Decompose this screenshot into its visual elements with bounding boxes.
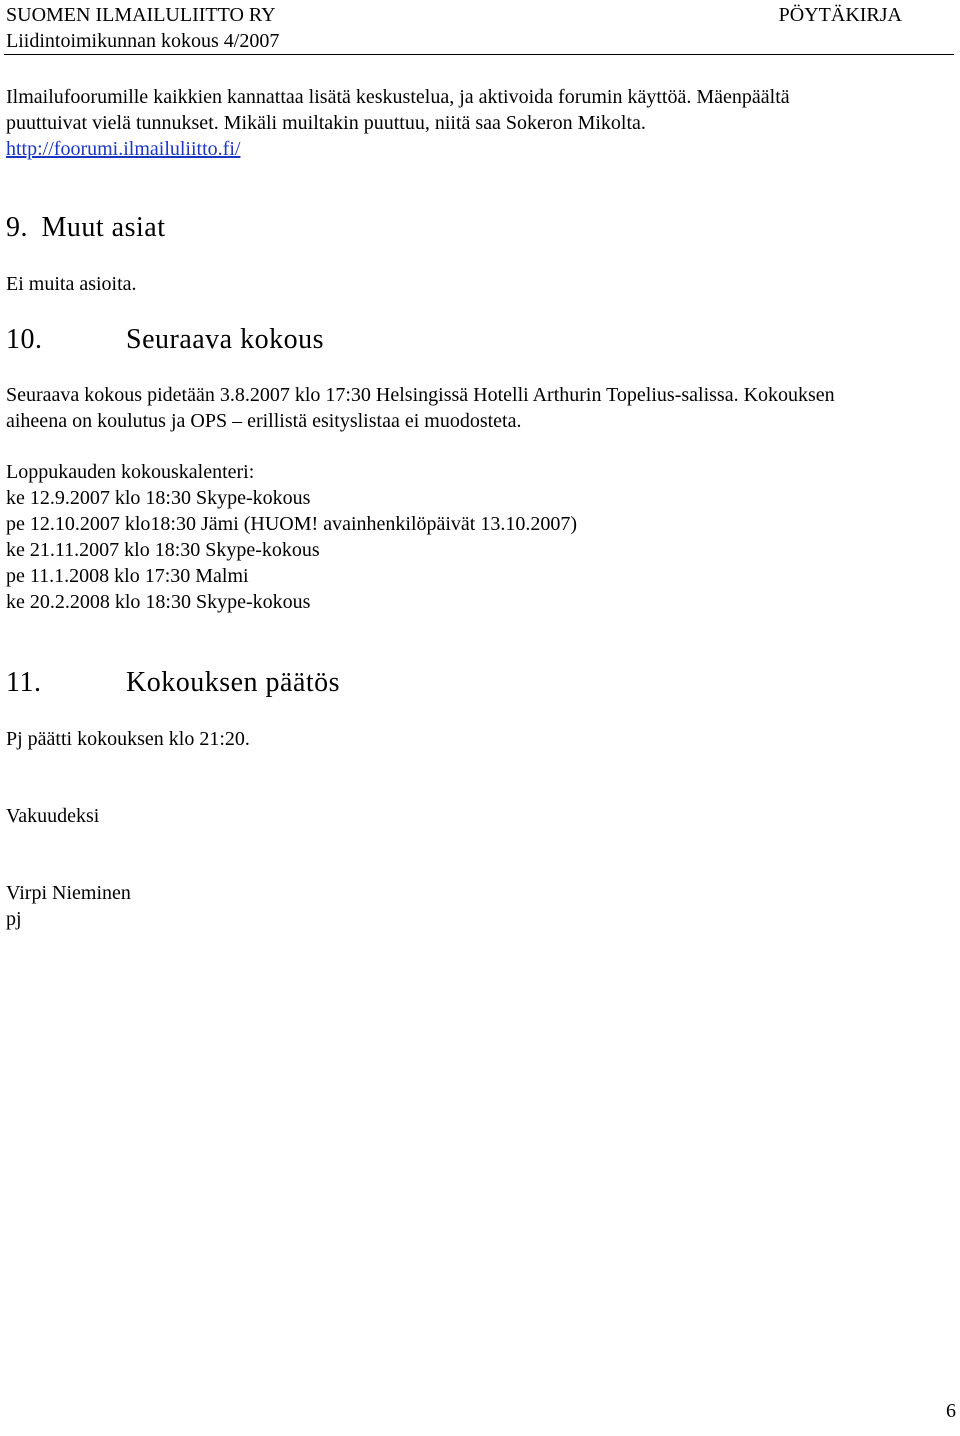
forum-link[interactable]: http://foorumi.ilmailuliitto.fi/	[6, 138, 241, 160]
attestation: Vakuudeksi	[6, 805, 100, 827]
section-11-number: 11.	[6, 667, 42, 698]
section-9-heading	[6, 211, 166, 245]
calendar-item: ke 12.9.2007 klo 18:30 Skype-kokous	[6, 487, 311, 509]
section-9-text: Ei muita asioita.	[6, 273, 137, 295]
header-divider	[4, 54, 954, 55]
section-9-title: Muut asiat	[41, 212, 166, 243]
section-11-text: Pj päätti kokouksen klo 21:20.	[6, 728, 250, 750]
signer-role: pj	[6, 908, 22, 930]
meeting-subtitle: Liidintoimikunnan kokous 4/2007	[6, 30, 280, 52]
calendar-item: pe 11.1.2008 klo 17:30 Malmi	[6, 565, 249, 587]
section-10-line-1: Seuraava kokous pidetään 3.8.2007 klo 17:30 Helsingissä Hotelli Arthurin Topelius-salissa. Kokouksen	[6, 384, 835, 406]
calendar-title: Loppukauden kokouskalenteri:	[6, 461, 255, 483]
calendar-item: ke 20.2.2008 klo 18:30 Skype-kokous	[6, 591, 311, 613]
intro-line-2: puuttuivat vielä tunnukset. Mikäli muiltakin puuttuu, niitä saa Sokeron Mikolta.	[6, 112, 646, 134]
intro-line-1: Ilmailufoorumille kaikkien kannattaa lisätä keskustelua, ja aktivoida forumin käyttöä. Mäenpäältä	[6, 86, 790, 108]
section-10-line-2: aiheena on koulutus ja OPS – erillistä esityslistaa ei muodosteta.	[6, 410, 522, 432]
document-type: PÖYTÄKIRJA	[778, 4, 902, 26]
section-10-number: 10.	[6, 324, 43, 355]
calendar-item: pe 12.10.2007 klo18:30 Jämi (HUOM! avainhenkilöpäivät 13.10.2007)	[6, 513, 578, 535]
section-11-title: Kokouksen päätös	[126, 667, 341, 698]
page-number: 6	[946, 1400, 956, 1422]
section-10-title: Seuraava kokous	[126, 324, 325, 355]
organization-name: SUOMEN ILMAILULIITTO RY	[6, 4, 276, 26]
section-9-number: 9.	[6, 212, 28, 243]
signer-name: Virpi Nieminen	[6, 882, 131, 904]
calendar-item: ke 21.11.2007 klo 18:30 Skype-kokous	[6, 539, 320, 561]
